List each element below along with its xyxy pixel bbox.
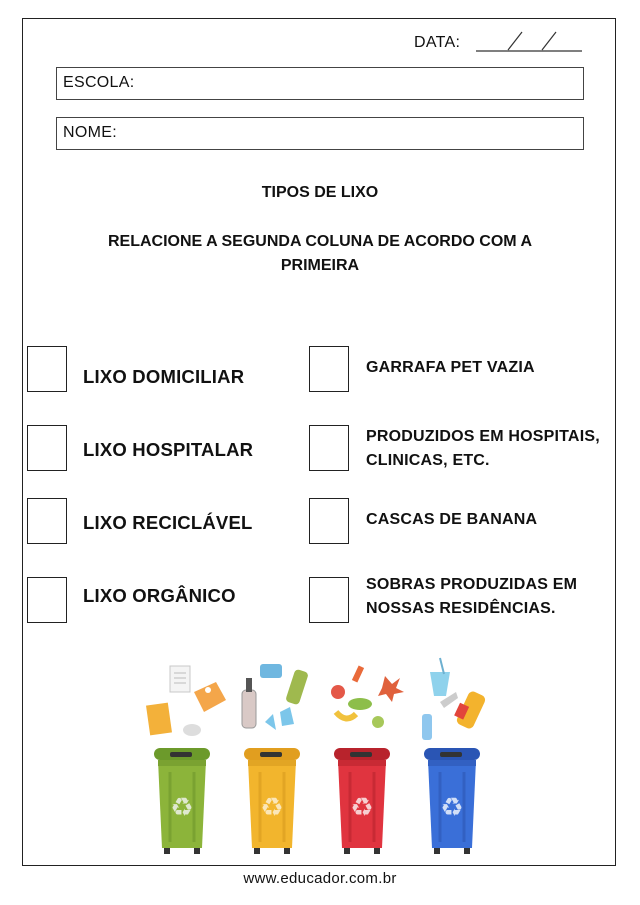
column-a-item-1: LIXO DOMICILIAR — [83, 366, 245, 387]
date-label: DATA: — [414, 34, 461, 51]
bottle-waste-icon — [242, 664, 309, 730]
green-bin — [154, 748, 210, 854]
answer-box-b4[interactable] — [309, 577, 349, 623]
answer-box-a1[interactable] — [27, 346, 67, 392]
yellow-bin — [244, 748, 300, 854]
answer-box-b1[interactable] — [309, 346, 349, 392]
school-field[interactable] — [56, 67, 584, 100]
name-label: NOME: — [63, 124, 117, 141]
instructions: RELACIONE A SEGUNDA COLUNA DE ACORDO COM A PRIMEIRA — [108, 233, 532, 274]
answer-box-b3[interactable] — [309, 498, 349, 544]
column-b-item-2 — [366, 425, 600, 473]
name-field[interactable] — [56, 117, 584, 150]
school-label: ESCOLA: — [63, 74, 135, 91]
column-b-item-3 — [366, 508, 537, 532]
column-b-item-4-line-2: NOSSAS RESIDÊNCIAS. — [366, 600, 556, 617]
column-b-item-1 — [366, 356, 535, 380]
organic-waste-icon — [331, 665, 404, 728]
answer-box-a2[interactable] — [27, 425, 67, 471]
date-field[interactable] — [474, 29, 584, 53]
column-b-item-2-line-2: CLINICAS, ETC. — [366, 452, 490, 469]
blue-bin — [424, 748, 480, 854]
paper-waste-icon — [146, 666, 226, 736]
red-bin — [334, 748, 390, 854]
recycle-icon: ♻ — [170, 793, 194, 823]
page-title: TIPOS DE LIXO — [261, 184, 379, 201]
plastic-waste-icon — [422, 658, 487, 740]
column-b-item-4 — [366, 573, 577, 621]
column-a-item-4: LIXO ORGÂNICO — [83, 585, 236, 606]
answer-box-b2[interactable] — [309, 425, 349, 471]
answer-box-a4[interactable] — [27, 577, 67, 623]
column-b-item-2-line-1: PRODUZIDOS EM HOSPITAIS, — [366, 428, 600, 445]
column-a-item-2: LIXO HOSPITALAR — [83, 439, 254, 460]
answer-box-a3[interactable] — [27, 498, 67, 544]
recycle-icon: ♻ — [260, 793, 284, 823]
recycle-icon: ♻ — [350, 793, 374, 823]
column-b-item-4-line-1: SOBRAS PRODUZIDAS EM — [366, 576, 578, 593]
footer-url: www.educador.com.br — [243, 870, 397, 887]
recycle-icon: ♻ — [440, 793, 464, 823]
recycling-bins-illustration — [140, 652, 500, 857]
column-b-item-1-line-1: GARRAFA PET VAZIA — [366, 359, 535, 376]
column-b-item-3-line-1: CASCAS DE BANANA — [366, 511, 538, 528]
column-a-item-3: LIXO RECICLÁVEL — [83, 512, 253, 533]
